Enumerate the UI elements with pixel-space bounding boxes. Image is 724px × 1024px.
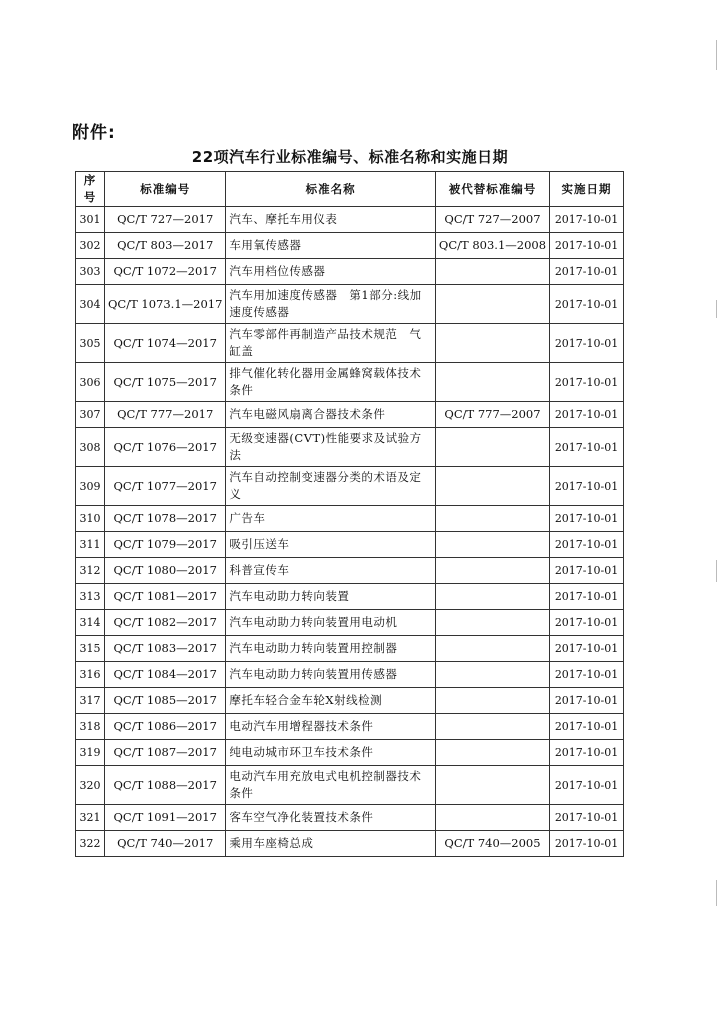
replaced-code: QC/T 740—2005 <box>435 831 549 857</box>
replaced-code <box>435 532 549 558</box>
effective-date: 2017-10-01 <box>550 662 624 688</box>
standard-name: 电动汽车用增程器技术条件 <box>226 714 436 740</box>
replaced-code <box>435 558 549 584</box>
standard-code: QC/T 727—2017 <box>104 207 225 233</box>
effective-date: 2017-10-01 <box>550 610 624 636</box>
effective-date: 2017-10-01 <box>550 207 624 233</box>
replaced-code <box>435 766 549 805</box>
standard-name: 汽车零部件再制造产品技术规范 气缸盖 <box>226 324 436 363</box>
scan-edge-mark <box>716 880 717 906</box>
table-row <box>76 558 624 584</box>
standard-name: 摩托车轻合金车轮X射线检测 <box>226 688 436 714</box>
effective-date: 2017-10-01 <box>550 467 624 506</box>
row-number: 318 <box>76 714 105 740</box>
effective-date: 2017-10-01 <box>550 259 624 285</box>
effective-date: 2017-10-01 <box>550 363 624 402</box>
scan-edge-mark <box>716 560 717 582</box>
table-row <box>76 740 624 766</box>
replaced-code <box>435 662 549 688</box>
row-number: 304 <box>76 285 105 324</box>
standard-code: QC/T 1081—2017 <box>104 584 225 610</box>
row-number: 305 <box>76 324 105 363</box>
scan-edge-mark <box>716 40 717 70</box>
table-row <box>76 714 624 740</box>
standard-code: QC/T 1087—2017 <box>104 740 225 766</box>
standard-name: 广告车 <box>226 506 436 532</box>
table-row <box>76 831 624 857</box>
standard-code: QC/T 803—2017 <box>104 233 225 259</box>
standard-code: QC/T 1084—2017 <box>104 662 225 688</box>
page-title: 22项汽车行业标准编号、标准名称和实施日期 <box>191 148 509 166</box>
effective-date: 2017-10-01 <box>550 506 624 532</box>
standard-name: 乘用车座椅总成 <box>226 831 436 857</box>
standard-name: 汽车电动助力转向装置用电动机 <box>226 610 436 636</box>
table-row <box>76 467 624 506</box>
effective-date: 2017-10-01 <box>550 714 624 740</box>
table-row <box>76 233 624 259</box>
table-row <box>76 428 624 467</box>
standard-code: QC/T 1075—2017 <box>104 363 225 402</box>
effective-date: 2017-10-01 <box>550 532 624 558</box>
row-number: 315 <box>76 636 105 662</box>
standard-code: QC/T 1085—2017 <box>104 688 225 714</box>
effective-date: 2017-10-01 <box>550 740 624 766</box>
scan-edge-mark <box>716 300 717 318</box>
standards-table <box>75 171 624 857</box>
table-row <box>76 610 624 636</box>
table-row <box>76 363 624 402</box>
column-header-name: 标准名称 <box>226 172 436 207</box>
standard-code: QC/T 1088—2017 <box>104 766 225 805</box>
row-number: 303 <box>76 259 105 285</box>
table-row <box>76 688 624 714</box>
row-number: 321 <box>76 805 105 831</box>
effective-date: 2017-10-01 <box>550 831 624 857</box>
row-number: 311 <box>76 532 105 558</box>
standard-code: QC/T 1073.1—2017 <box>104 285 225 324</box>
standard-code: QC/T 1080—2017 <box>104 558 225 584</box>
row-number: 322 <box>76 831 105 857</box>
table-header-row <box>76 172 624 207</box>
row-number: 312 <box>76 558 105 584</box>
replaced-code <box>435 363 549 402</box>
standard-name: 汽车、摩托车用仪表 <box>226 207 436 233</box>
column-header-code: 标准编号 <box>104 172 225 207</box>
standard-code: QC/T 1079—2017 <box>104 532 225 558</box>
replaced-code <box>435 714 549 740</box>
standard-code: QC/T 1077—2017 <box>104 467 225 506</box>
standard-code: QC/T 1076—2017 <box>104 428 225 467</box>
replaced-code <box>435 805 549 831</box>
standard-code: QC/T 1074—2017 <box>104 324 225 363</box>
effective-date: 2017-10-01 <box>550 805 624 831</box>
row-number: 301 <box>76 207 105 233</box>
standard-code: QC/T 1086—2017 <box>104 714 225 740</box>
standard-name: 汽车用加速度传感器 第1部分:线加速度传感器 <box>226 285 436 324</box>
standard-name: 无级变速器(CVT)性能要求及试验方法 <box>226 428 436 467</box>
row-number: 313 <box>76 584 105 610</box>
replaced-code <box>435 506 549 532</box>
standard-name: 排气催化转化器用金属蜂窝载体技术条件 <box>226 363 436 402</box>
replaced-code <box>435 740 549 766</box>
replaced-code <box>435 285 549 324</box>
replaced-code <box>435 467 549 506</box>
row-number: 320 <box>76 766 105 805</box>
row-number: 306 <box>76 363 105 402</box>
replaced-code: QC/T 727—2007 <box>435 207 549 233</box>
standard-name: 车用氧传感器 <box>226 233 436 259</box>
row-number: 302 <box>76 233 105 259</box>
table-row <box>76 532 624 558</box>
column-header-replaced: 被代替标准编号 <box>435 172 549 207</box>
replaced-code <box>435 636 549 662</box>
replaced-code <box>435 324 549 363</box>
standard-code: QC/T 1082—2017 <box>104 610 225 636</box>
effective-date: 2017-10-01 <box>550 402 624 428</box>
standard-name: 汽车电动助力转向装置 <box>226 584 436 610</box>
standard-code: QC/T 1091—2017 <box>104 805 225 831</box>
standard-code: QC/T 1072—2017 <box>104 259 225 285</box>
table-row <box>76 506 624 532</box>
standard-code: QC/T 777—2017 <box>104 402 225 428</box>
replaced-code <box>435 584 549 610</box>
standard-name: 汽车电动助力转向装置用控制器 <box>226 636 436 662</box>
table-row <box>76 402 624 428</box>
standard-name: 科普宣传车 <box>226 558 436 584</box>
standard-name: 客车空气净化装置技术条件 <box>226 805 436 831</box>
effective-date: 2017-10-01 <box>550 584 624 610</box>
row-number: 314 <box>76 610 105 636</box>
replaced-code: QC/T 777—2007 <box>435 402 549 428</box>
table-row <box>76 207 624 233</box>
standard-name: 纯电动城市环卫车技术条件 <box>226 740 436 766</box>
row-number: 309 <box>76 467 105 506</box>
effective-date: 2017-10-01 <box>550 428 624 467</box>
effective-date: 2017-10-01 <box>550 558 624 584</box>
row-number: 317 <box>76 688 105 714</box>
standard-code: QC/T 740—2017 <box>104 831 225 857</box>
effective-date: 2017-10-01 <box>550 688 624 714</box>
row-number: 316 <box>76 662 105 688</box>
standard-name: 汽车电磁风扇离合器技术条件 <box>226 402 436 428</box>
standard-name: 汽车电动助力转向装置用传感器 <box>226 662 436 688</box>
row-number: 307 <box>76 402 105 428</box>
table-row <box>76 766 624 805</box>
effective-date: 2017-10-01 <box>550 636 624 662</box>
standard-name: 汽车用档位传感器 <box>226 259 436 285</box>
replaced-code <box>435 259 549 285</box>
table-row <box>76 259 624 285</box>
replaced-code <box>435 688 549 714</box>
replaced-code <box>435 610 549 636</box>
row-number: 319 <box>76 740 105 766</box>
column-header-date: 实施日期 <box>550 172 624 207</box>
effective-date: 2017-10-01 <box>550 766 624 805</box>
effective-date: 2017-10-01 <box>550 233 624 259</box>
table-row <box>76 285 624 324</box>
standard-name: 汽车自动控制变速器分类的术语及定义 <box>226 467 436 506</box>
table-row <box>76 584 624 610</box>
row-number: 308 <box>76 428 105 467</box>
replaced-code: QC/T 803.1—2008 <box>435 233 549 259</box>
table-row <box>76 636 624 662</box>
standard-name: 电动汽车用充放电式电机控制器技术条件 <box>226 766 436 805</box>
standard-name: 吸引压送车 <box>226 532 436 558</box>
table-row <box>76 662 624 688</box>
replaced-code <box>435 428 549 467</box>
effective-date: 2017-10-01 <box>550 285 624 324</box>
table-row <box>76 324 624 363</box>
standard-code: QC/T 1078—2017 <box>104 506 225 532</box>
effective-date: 2017-10-01 <box>550 324 624 363</box>
standard-code: QC/T 1083—2017 <box>104 636 225 662</box>
attachment-label: 附件: <box>72 123 116 143</box>
column-header-no: 序号 <box>76 172 105 207</box>
row-number: 310 <box>76 506 105 532</box>
table-row <box>76 805 624 831</box>
